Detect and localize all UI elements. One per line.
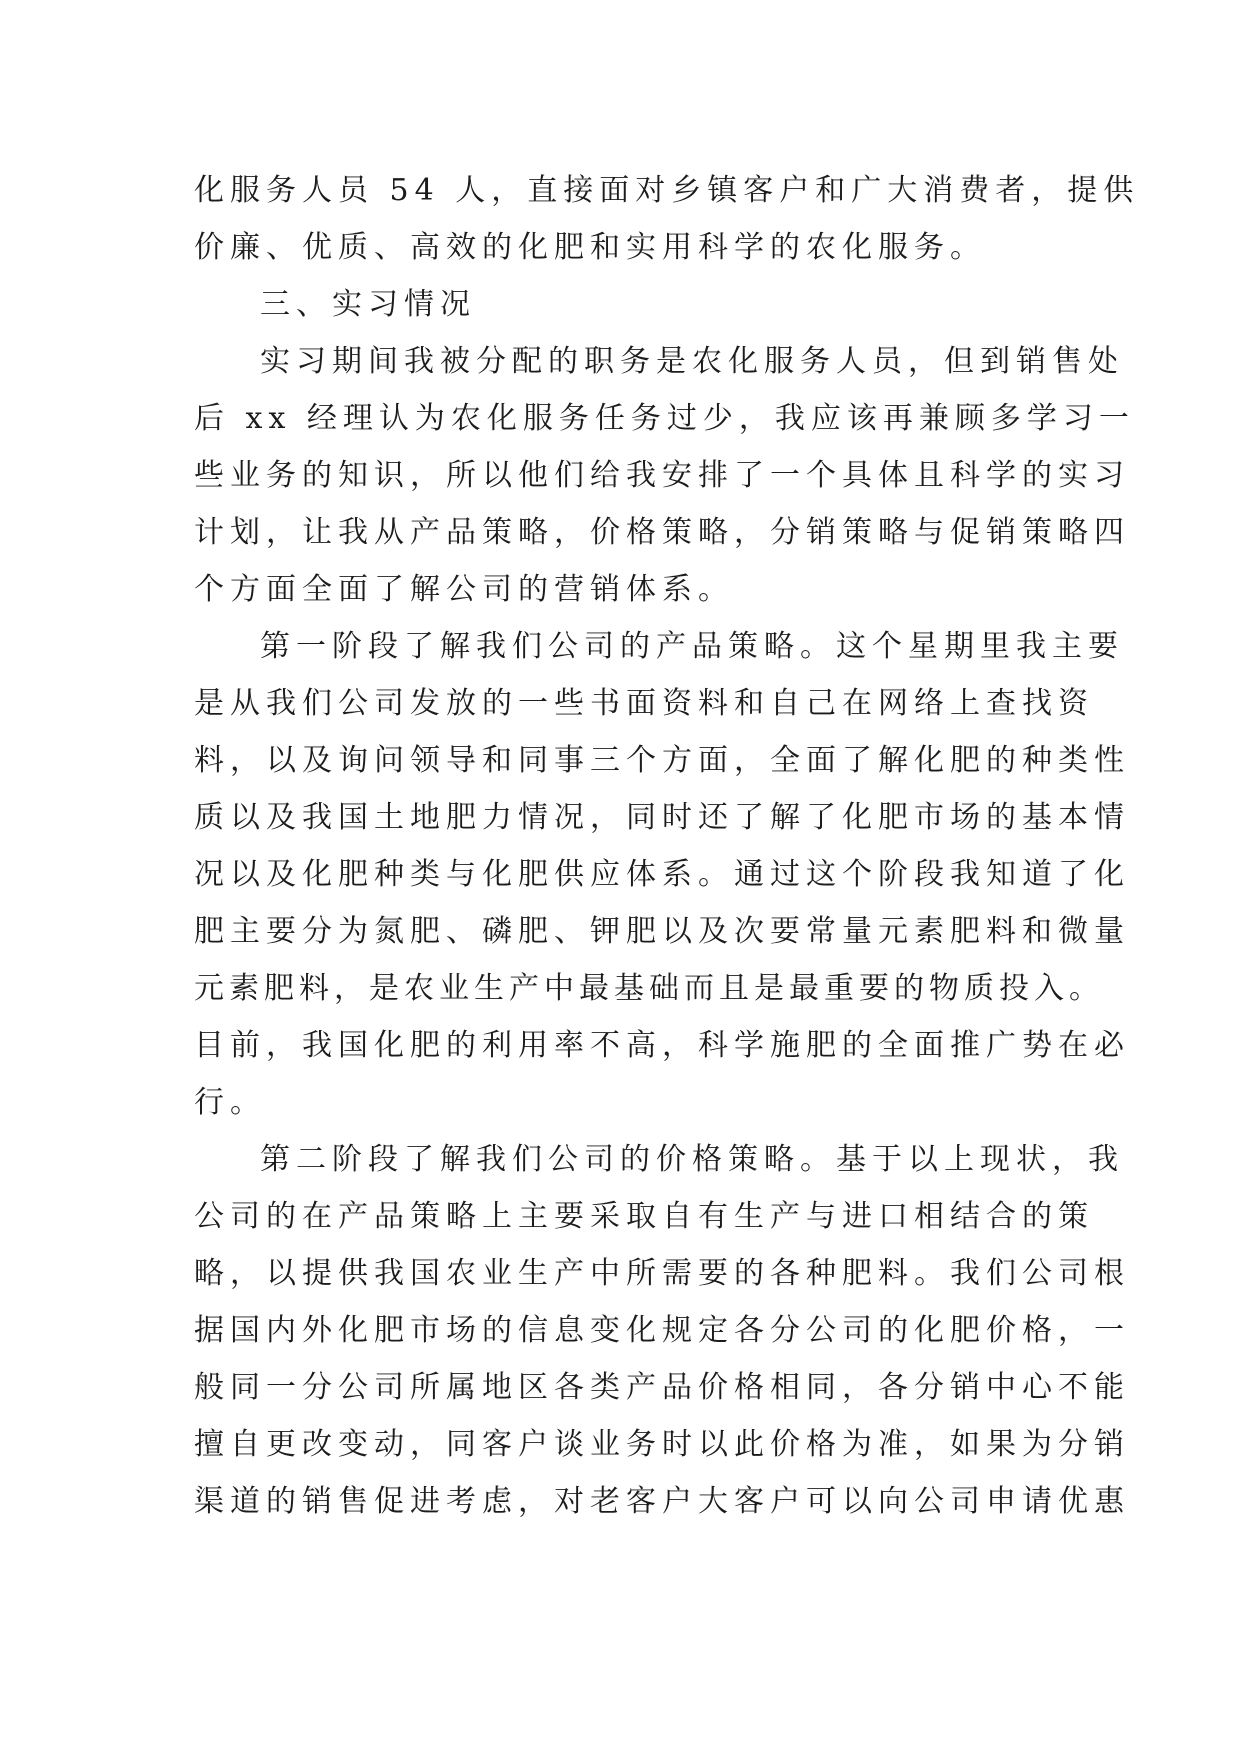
text-line: 些业务的知识，所以他们给我安排了一个具体且科学的实习 bbox=[194, 458, 1130, 493]
text-line: 行。 bbox=[194, 1085, 266, 1120]
text-line: 料，以及询问领导和同事三个方面，全面了解化肥的种类性 bbox=[194, 743, 1130, 778]
text-line: 据国内外化肥市场的信息变化规定各分公司的化肥价格，一 bbox=[194, 1313, 1130, 1348]
section-heading: 三、实习情况 bbox=[260, 287, 476, 322]
document-body bbox=[194, 162, 1140, 1530]
text-line: 元素肥料，是农业生产中最基础而且是最重要的物质投入。 bbox=[194, 971, 1104, 1006]
text-line: 目前，我国化肥的利用率不高，科学施肥的全面推广势在必 bbox=[194, 1028, 1130, 1063]
text-line: 后 xx 经理认为农化服务任务过少，我应该再兼顾多学习一 bbox=[194, 401, 1135, 436]
text-line: 况以及化肥种类与化肥供应体系。通过这个阶段我知道了化 bbox=[194, 857, 1130, 892]
text-line: 化服务人员 54 人，直接面对乡镇客户和广大消费者，提供 bbox=[194, 173, 1140, 208]
text-line: 实习期间我被分配的职务是农化服务人员，但到销售处 bbox=[260, 344, 1124, 379]
text-line: 略，以提供我国农业生产中所需要的各种肥料。我们公司根 bbox=[194, 1256, 1130, 1291]
text-line: 是从我们公司发放的一些书面资料和自己在网络上查找资 bbox=[194, 686, 1094, 721]
text-line: 公司的在产品策略上主要采取自有生产与进口相结合的策 bbox=[194, 1199, 1094, 1234]
text-line: 个方面全面了解公司的营销体系。 bbox=[194, 572, 734, 607]
text-line: 肥主要分为氮肥、磷肥、钾肥以及次要常量元素肥料和微量 bbox=[194, 914, 1130, 949]
text-line: 般同一分公司所属地区各类产品价格相同，各分销中心不能 bbox=[194, 1370, 1130, 1405]
text-line: 第二阶段了解我们公司的价格策略。基于以上现状，我 bbox=[260, 1142, 1124, 1177]
text-line: 计划，让我从产品策略，价格策略，分销策略与促销策略四 bbox=[194, 515, 1130, 550]
text-line: 价廉、优质、高效的化肥和实用科学的农化服务。 bbox=[194, 230, 986, 265]
text-line: 质以及我国土地肥力情况，同时还了解了化肥市场的基本情 bbox=[194, 800, 1130, 835]
text-line: 渠道的销售促进考虑，对老客户大客户可以向公司申请优惠 bbox=[194, 1484, 1130, 1519]
text-line: 第一阶段了解我们公司的产品策略。这个星期里我主要 bbox=[260, 629, 1124, 664]
text-line: 擅自更改变动，同客户谈业务时以此价格为准，如果为分销 bbox=[194, 1427, 1130, 1462]
